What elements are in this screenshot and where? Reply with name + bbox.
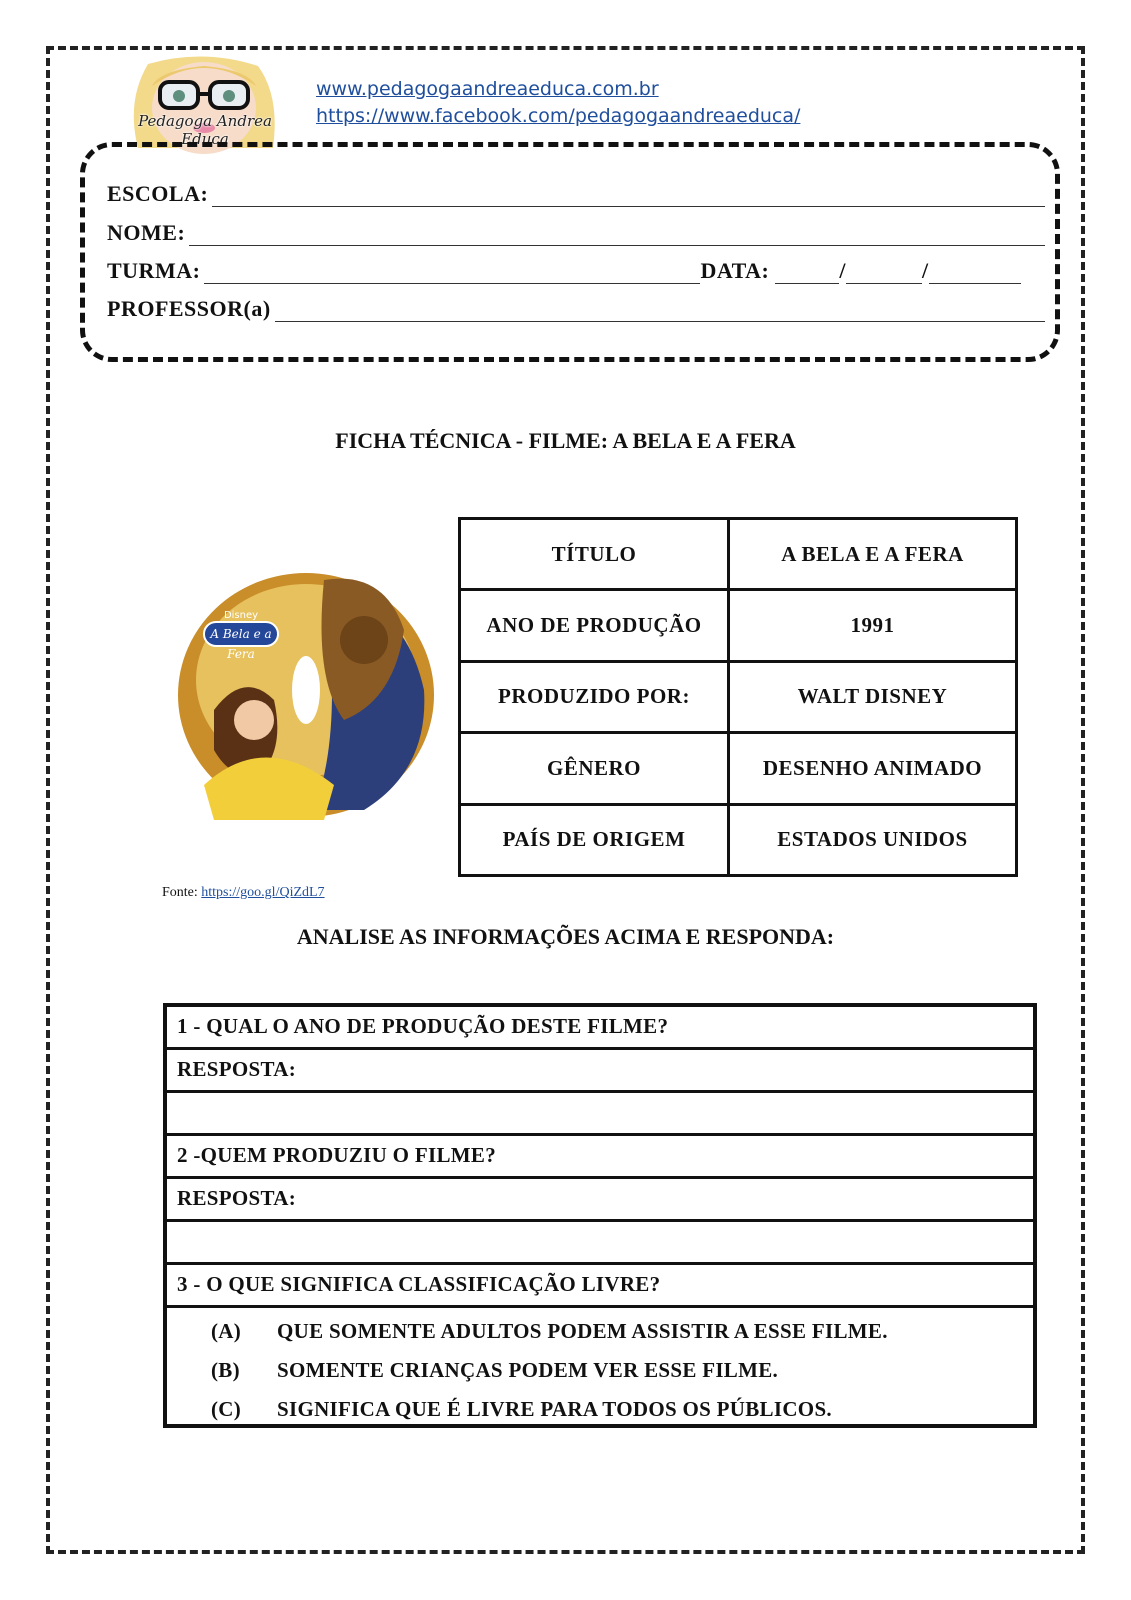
question-2: 2 -QUEM PRODUZIU O FILME? [167,1136,1033,1179]
tech-label: TÍTULO [460,519,729,590]
date-year[interactable] [929,265,1021,284]
class-label: TURMA: [107,258,201,283]
tech-label: ANO DE PRODUÇÃO [460,590,729,661]
tech-value: A BELA E A FERA [729,519,1017,590]
answer-2-field[interactable] [167,1222,1033,1265]
movie-cover-image [174,570,438,820]
option-a[interactable] [167,1312,1033,1351]
header-links [316,76,800,130]
school-line[interactable] [212,188,1045,207]
class-line[interactable] [204,265,700,284]
school-label: ESCOLA: [107,181,209,206]
date-separator: / [839,258,846,283]
facebook-link[interactable]: https://www.facebook.com/pedagogaandreaeduca/ [316,105,801,127]
tech-value: WALT DISNEY [729,661,1017,732]
teacher-label: PROFESSOR(a) [107,296,271,321]
name-line[interactable] [189,227,1045,246]
answer-2-label: RESPOSTA: [167,1179,1033,1222]
question-3: 3 - O QUE SIGNIFICA CLASSIFICAÇÃO LIVRE? [167,1265,1033,1308]
date-month[interactable] [846,265,922,284]
table-row [460,804,1017,875]
option-c[interactable] [167,1390,1033,1429]
tech-value: ESTADOS UNIDOS [729,804,1017,875]
student-info-box [80,142,1060,362]
option-letter: (B) [211,1358,240,1382]
school-field[interactable] [107,181,1045,207]
teacher-field[interactable] [107,296,1045,322]
question-1: 1 - QUAL O ANO DE PRODUÇÃO DESTE FILME? [167,1007,1033,1050]
date-separator: / [921,258,929,283]
date-label: DATA: [700,258,770,283]
question-3-options [167,1308,1033,1429]
date-slots[interactable] [769,258,1020,284]
movie-logo-caption: A Bela e a Fera [210,627,272,661]
website-link[interactable]: www.pedagogaandreaeduca.com.br [316,78,659,100]
image-source [162,885,325,901]
option-b[interactable] [167,1351,1033,1390]
author-logo [108,56,300,154]
option-text: SIGNIFICA QUE É LIVRE PARA TODOS OS PÚBLICOS. [277,1397,832,1421]
table-row [460,661,1017,732]
option-letter: (A) [211,1319,242,1343]
teacher-line[interactable] [275,303,1045,322]
table-row [460,590,1017,661]
option-text: SOMENTE CRIANÇAS PODEM VER ESSE FILME. [277,1358,779,1382]
table-row [460,733,1017,804]
date-day[interactable] [775,265,839,284]
tech-label: PRODUZIDO POR: [460,661,729,732]
class-date-field[interactable] [107,258,1045,284]
option-text: QUE SOMENTE ADULTOS PODEM ASSISTIR A ESSE FILME. [277,1319,888,1343]
source-link[interactable]: https://goo.gl/QiZdL7 [201,885,325,900]
name-label: NOME: [107,220,186,245]
logo-signature: Pedagoga Andrea Educa [138,112,272,148]
instruction-heading: ANALISE AS INFORMAÇÕES ACIMA E RESPONDA: [296,924,835,949]
source-label: Fonte: [162,885,202,900]
option-letter: (C) [211,1397,242,1421]
tech-label: PAÍS DE ORIGEM [460,804,729,875]
tech-value: DESENHO ANIMADO [729,733,1017,804]
name-field[interactable] [107,220,1045,246]
table-row [460,519,1017,590]
movie-brand: Disney [223,610,259,621]
tech-sheet-table [458,517,1018,877]
questions-box [163,1003,1037,1428]
document-title: FICHA TÉCNICA - FILME: A BELA E A FERA [335,428,796,453]
tech-label: GÊNERO [460,733,729,804]
tech-value: 1991 [729,590,1017,661]
answer-1-field[interactable] [167,1093,1033,1136]
answer-1-label: RESPOSTA: [167,1050,1033,1093]
